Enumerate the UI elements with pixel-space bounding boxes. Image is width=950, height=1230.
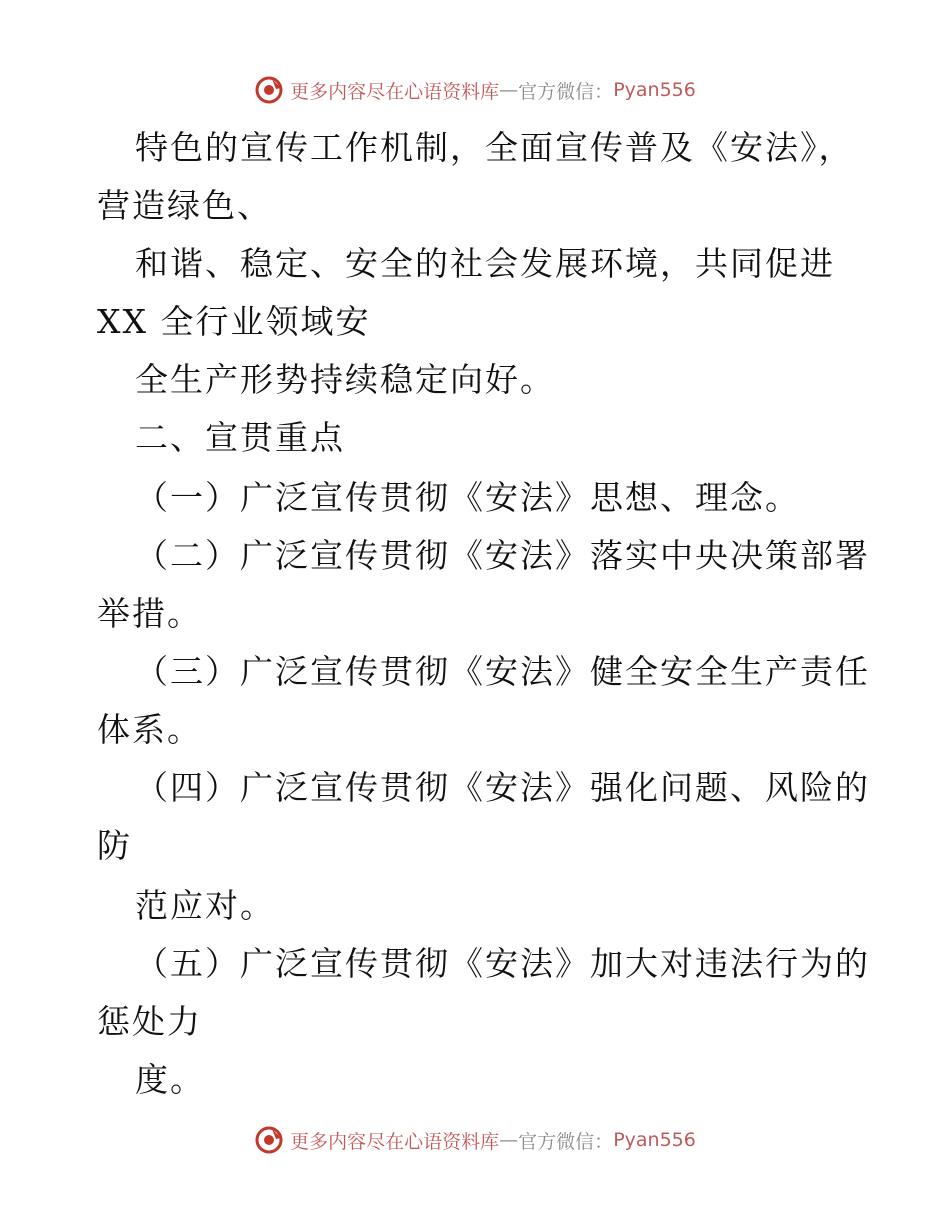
watermark-wechat-label: 官方微信： xyxy=(518,80,614,103)
logo-icon xyxy=(254,75,284,105)
text-line: 全生产形势持续稳定向好。 xyxy=(135,360,555,399)
list-item: （三）广泛宣传贯彻《安法》健全安全生产责任 xyxy=(135,652,870,691)
text-line: 防 xyxy=(97,826,132,865)
text-line: 和谐、稳定、安全的社会发展环境，共同促进 xyxy=(135,244,835,283)
watermark-text: 更多内容尽在心语资料库 xyxy=(290,1130,500,1153)
text-line: 惩处力 xyxy=(97,1002,202,1041)
watermark-dash: — xyxy=(499,1129,519,1151)
list-item: （二）广泛宣传贯彻《安法》落实中央决策部署 xyxy=(135,536,870,575)
list-item: （一）广泛宣传贯彻《安法》思想、理念。 xyxy=(135,478,800,517)
logo-icon xyxy=(254,1125,284,1155)
watermark-wechat-id: Pyan556 xyxy=(613,79,696,101)
text-line: 体系。 xyxy=(97,710,202,749)
watermark-wechat-label: 官方微信： xyxy=(518,1130,614,1153)
watermark-dash: — xyxy=(499,79,519,101)
text-line: 度。 xyxy=(135,1060,205,1099)
list-item: （四）广泛宣传贯彻《安法》强化问题、风险的 xyxy=(135,768,870,807)
header-watermark xyxy=(0,70,950,110)
watermark-text: 更多内容尽在心语资料库 xyxy=(290,80,500,103)
section-heading: 二、宣贯重点 xyxy=(135,418,345,457)
text-line: 举措。 xyxy=(97,594,202,633)
text-line: 营造绿色、 xyxy=(97,186,272,225)
text-line: XX 全行业领域安 xyxy=(97,302,371,341)
list-item: （五）广泛宣传贯彻《安法》加大对违法行为的 xyxy=(135,944,870,983)
footer-watermark xyxy=(0,1120,950,1160)
text-line: 特色的宣传工作机制，全面宣传普及《安法》， xyxy=(135,128,854,167)
text-line: 范应对。 xyxy=(135,886,275,925)
watermark-wechat-id: Pyan556 xyxy=(613,1129,696,1151)
